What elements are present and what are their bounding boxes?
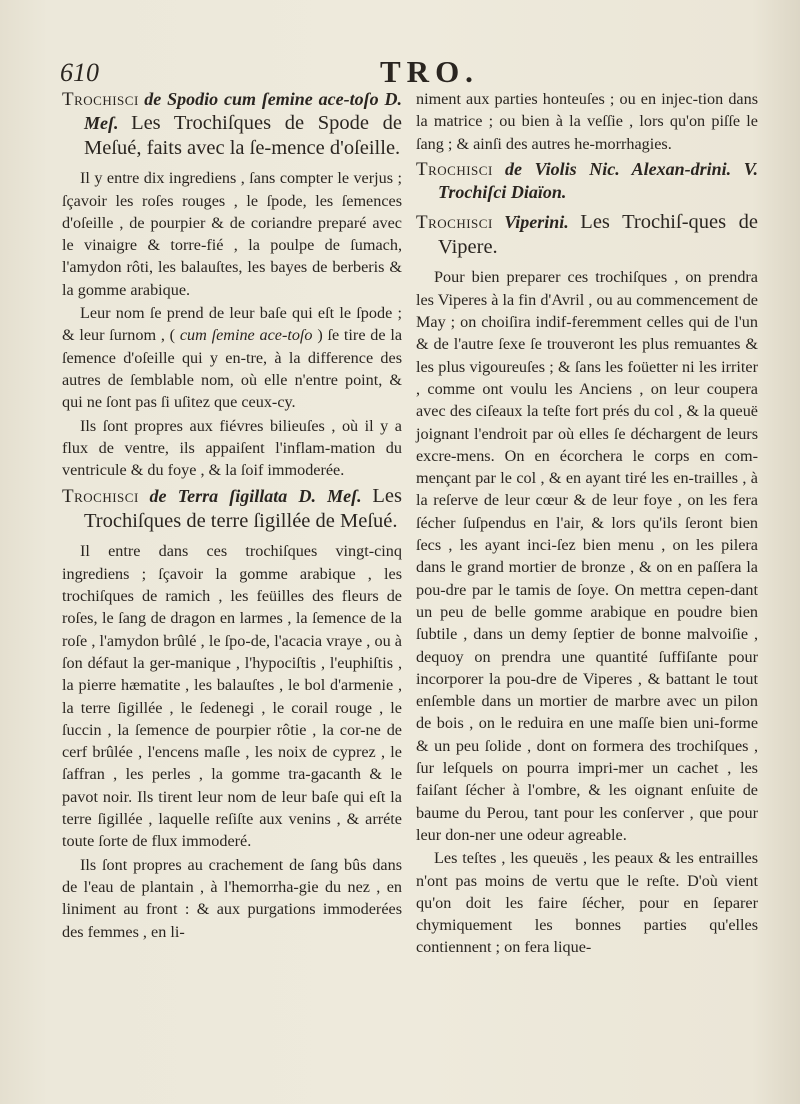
entry-latin-qualifier: de Violis Nic. Alexan-drini. V. Trochiſci Diaïon. xyxy=(438,158,758,203)
paragraph-text: ) ſe tire de la ſemence d'oſeille qui y en-tre, à la difference des autres de ſemblable nom, où elle n'entre point, & qui ne ſont pas ſi uſitez que ceux-cy. xyxy=(62,326,403,412)
entry-french-title: Les Trochiſ-ques de Vipere. xyxy=(438,211,759,259)
page-number: 610 xyxy=(60,58,99,87)
entry-title-terra-sigillata xyxy=(62,484,402,534)
paragraph: Il y entre dix ingrediens , ſans compter le verjus ; ſçavoir les roſes rouges , le ſpode, les ſemences d'oſeille , de pourpier & de coriandre preparé avec le vinaigre & torre-fié , la poulpe de ſumach, l'amydon rôti, les balauſtes, les bayes de berberis & la gomme arabique. xyxy=(62,169,402,299)
paragraph-continuation: niment aux parties honteuſes ; ou en injec-tion dans la matrice ; ou bien à la veſſie , lors qu'on piſſe le ſang ; & ainſi des autres he-morrhagies. xyxy=(416,90,758,153)
running-head: TRO. xyxy=(380,54,479,89)
entry-latin-name: Trochisci xyxy=(416,158,493,180)
entry-latin-qualifier: de Spodio cum ſemine ace-toſo D. Meſ. xyxy=(84,89,402,134)
entry-french-title: Les Trochiſques de Spode de Meſué, faits avec la ſe-mence d'oſeille. xyxy=(84,112,402,160)
paragraph-italic-text: cum ſemine ace-toſo xyxy=(179,326,313,345)
entry-latin-qualifier: de Terra ſigillata D. Meſ. xyxy=(149,486,362,507)
entry-french-title: Les Trochiſques de terre ſigillée de Meſué. xyxy=(84,485,403,533)
entry-latin-name: Trochisci xyxy=(62,486,139,508)
entry-latin-name: Trochisci xyxy=(416,212,493,234)
entry-title-violis xyxy=(416,158,758,205)
paragraph: Les teſtes , les queuës , les peaux & les entrailles n'ont pas moins de vertu que le reſte. D'où vient qu'on doit les faire ſécher, pour en ſeparer chymiquement les bonnes parties qu'elles contiennent ; on fera lique- xyxy=(416,849,758,957)
left-column xyxy=(62,88,402,943)
entry-title-viperini xyxy=(416,210,758,260)
entry-latin-name: Trochisci xyxy=(62,89,139,110)
right-column xyxy=(416,88,758,959)
page-header xyxy=(58,54,760,88)
paragraph: Pour bien preparer ces trochiſques , on prendra les Viperes à la fin d'Avril , ou au commencement de May ; on choiſira indif-feremment celles qui de l'un & de l'autre ſexe ſe trouveront les plus remuantes & les plus vigoureuſes ; & ſans les foüetter ni les irriter , comme ont voulu les Anciens , on leur coupera avec des ciſeaux la teſte fort prés du col , & la queuë joignant l'endroit par où elles ſe déchargent de leurs excre-mens. On en écorchera le corps en com-mençant par le col , & en ayant tiré les en-trailles , à la reſerve de leur cœur & de leur foye , on les fera ſécher ſuſpendus en l'air, & lors qu'ils ſeront bien ſecs , les ayant inci-ſez bien menu , on les pilera dans le grand mortier de bronze , & on en paſſera la pou-dre par le tamis de ſoye. On mettra cepen-dant un peu de belle gomme arabique en poudre bien ſubtile , dans un demy ſeptier de bonne malvoiſie , dequoy on prendra une quantité ſuffiſante pour incorporer la pou-dre de Viperes , & battant le tout enſemble dans un mortier de marbre avec un pilon de bois , on le reduira en une maſſe bien uni-forme & un peu ſolide , dont on formera des trochiſques , ſur leſquels on pourra impri-mer un cachet , les faiſant ſécher à l'ombre, & les oignant enſuite de baume du Perou, tant pour les conſerver , que pour leur don-ner une odeur agreable. xyxy=(416,268,758,844)
entry-title-spodio xyxy=(62,88,402,161)
paragraph: Ils ſont propres au crachement de ſang bûs dans de l'eau de plantain , à l'hemorrha-gie du nez , en liniment au front : & aux purgations immoderées des femmes , en li- xyxy=(62,855,402,941)
paragraph-text: Leur nom ſe prend de leur baſe qui eſt le ſpode ; & leur ſurnom , ( xyxy=(62,304,402,345)
paragraph xyxy=(62,302,402,413)
paragraph: Il entre dans ces trochiſques vingt-cinq ingrediens ; ſçavoir la gomme arabique , les trochiſques de ramich , les feüilles des fleurs de roſes, le ſang de dragon en larmes , la ſemence de la roſe , l'amydon brûlé , le ſpo-de, l'acacia vraye , ou à ſon défaut la ger-manique , l'hypociſtis , l'euphiſtis , la pierre hæmatite , les balauſtes , le bol d'armenie , la terre ſigillée , le ſedenegi , le corail rouge , le ſuccin , la ſemence de pourpier rôtie , la cor-ne de cerf brûlée , l'encens maſle , les noix de cyprez , le ſaffran , les perles , la gomme tra-gacanth & le pavot noir. Ils tirent leur nom de leur baſe qui eſt la terre ſigillée , laquelle reſiſte aux venins , & arréte toute ſorte de flux immoderé. xyxy=(62,542,402,851)
entry-latin-qualifier: Viperini. xyxy=(504,212,569,233)
paragraph: Ils ſont propres aux fiévres bilieuſes , où il y a flux de ventre, ils appaiſent l'inflam-mation du ventricule & du foye , & la ſoif immoderée. xyxy=(62,416,402,480)
